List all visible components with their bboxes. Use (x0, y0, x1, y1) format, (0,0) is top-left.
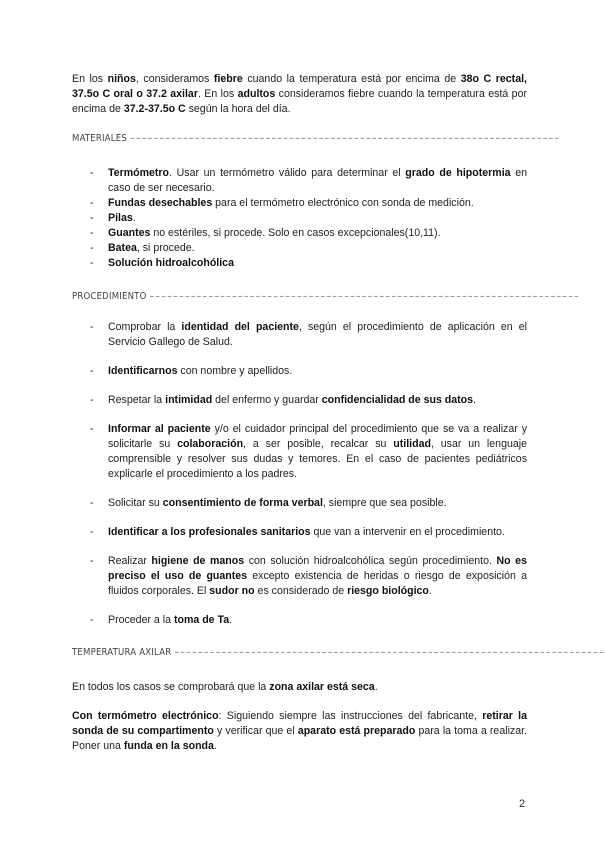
item-text: Realizar (108, 555, 152, 567)
item-bold: intimidad (165, 394, 213, 406)
intro-text-2: , consideramos (135, 73, 214, 85)
item-bold: zona axilar está seca (269, 681, 375, 693)
list-item (72, 256, 527, 271)
item-text: . (229, 614, 233, 626)
item-bold: Informar al paciente (108, 423, 211, 435)
item-text: , a ser posible, recalcar su (243, 438, 394, 450)
list-item (72, 241, 527, 256)
item-text: , siempre que sea posible. (322, 497, 447, 509)
item-bold: Identificarnos (108, 365, 178, 377)
item-bold: No es preciso el uso de guantes (108, 555, 527, 582)
procedimiento-heading-title: PROCEDIMIENTO (72, 291, 147, 302)
item-bold: Solución hidroalcohólica (108, 257, 234, 269)
item-text: . Usar un termómetro válido para determinar el (169, 167, 406, 179)
item-text: : Siguiendo siempre las instrucciones del fabricante, (218, 710, 483, 722)
heading-rule: ––––––––––––––––––––––––––––––––––––––––––––––––––––––––––––––––––––––––– (149, 291, 581, 302)
intro-text-8: consideramos fiebre cuando la temperatura está por encima de (72, 88, 527, 115)
item-text: . (132, 212, 136, 224)
intro-bold-temps-adults: 37.2-37.5o C (123, 103, 186, 115)
item-bold: Con termómetro electrónico (72, 710, 219, 722)
item-text: Solicitar su (108, 497, 163, 509)
item-bold: toma de Ta (173, 614, 230, 626)
item-text: , según el procedimiento de aplicación en el Servicio Gallego de Salud. (108, 321, 528, 348)
materiales-heading (72, 131, 561, 147)
list-item (72, 496, 527, 511)
item-text: y verificar que el (213, 725, 298, 737)
item-bold: confidencialidad de sus datos (321, 394, 474, 406)
item-text: En todos los casos se comprobará que la (72, 681, 270, 693)
item-bold: aparato está preparado (297, 725, 416, 737)
item-bold: Fundas desechables (108, 197, 213, 209)
temperatura-paragraph-2 (72, 709, 527, 754)
procedimiento-item-1 (72, 320, 527, 350)
intro-bold-temps-children: 38o C rectal, 37.5o C oral o 37.2 axilar (72, 73, 527, 100)
procedimiento-item-2 (72, 364, 527, 379)
temperatura-paragraph-1 (72, 680, 527, 695)
item-bold: colaboración (177, 438, 244, 450)
item-text: . (374, 681, 378, 693)
item-text: con nombre y apellidos. (177, 365, 293, 377)
item-text: para el termómetro electrónico con sonda de medición. (212, 197, 474, 209)
list-item (72, 364, 527, 379)
item-text: , si procede. (136, 242, 195, 254)
materiales-list (72, 166, 527, 271)
list-item (72, 554, 527, 599)
item-text: que van a intervenir en el procedimiento. (310, 526, 505, 538)
item-text: con solución hidroalcohólica según procedimiento. (244, 555, 497, 567)
procedimiento-item-5 (72, 496, 527, 511)
list-item (72, 422, 527, 482)
list-item (72, 211, 527, 226)
list-item (72, 320, 527, 350)
intro-text-6: . En los (197, 88, 238, 100)
intro-bold-adultos: adultos (237, 88, 276, 100)
item-bold: Pilas (108, 212, 133, 224)
item-bold: Guantes (108, 227, 151, 239)
procedimiento-heading (72, 289, 581, 305)
item-text: Comprobar la (108, 321, 182, 333)
item-bold: higiene de manos (151, 555, 245, 567)
intro-text-0: En los (72, 73, 108, 85)
item-text: del enfermo y guardar (212, 394, 322, 406)
temperatura-heading-title: TEMPERATURA AXILAR (72, 647, 172, 658)
list-item (72, 226, 527, 241)
intro-text-10: según la hora del día. (185, 103, 291, 115)
temperatura-heading (72, 645, 605, 661)
list-item (72, 525, 527, 540)
list-item (72, 393, 527, 408)
heading-rule: ––––––––––––––––––––––––––––––––––––––––––––––––––––––––––––––––––––––––– (130, 133, 561, 144)
list-item (72, 196, 527, 211)
page-number: 2 (519, 798, 526, 810)
item-text: en caso de ser necesario. (108, 167, 528, 194)
item-text: Respetar la (108, 394, 166, 406)
item-text: excepto existencia de heridas o riesgo de exposición a fluidos corporales. El (108, 570, 527, 597)
item-text: y/o el cuidador principal del procedimiento que se va a realizar y solicitarle su (108, 423, 527, 450)
list-item (72, 613, 527, 628)
item-text: , usar un lenguaje comprensible y resolver sus dudas y temores. En el caso de pacientes pediátricos explicarle el procedimiento a los padres. (108, 438, 527, 480)
procedimiento-item-6 (72, 525, 527, 540)
item-text: no estériles, si procede. Solo en casos excepcionales(10,11). (150, 227, 441, 239)
materiales-heading-title: MATERIALES (72, 133, 127, 144)
item-text: es considerado de (254, 585, 348, 597)
item-bold: Termómetro (108, 167, 170, 179)
intro-paragraph (72, 72, 527, 117)
item-bold: identidad del paciente (181, 321, 299, 333)
item-bold: grado de hipotermia (405, 167, 511, 179)
procedimiento-item-3 (72, 393, 527, 408)
item-text: . (428, 585, 432, 597)
item-bold: Batea (108, 242, 137, 254)
procedimiento-item-4 (72, 422, 527, 482)
heading-rule: ––––––––––––––––––––––––––––––––––––––––––––––––––––––––––––––––––––––––– (174, 647, 605, 658)
item-bold: consentimiento de forma verbal (162, 497, 323, 509)
procedimiento-item-8 (72, 613, 527, 628)
intro-text-4: cuando la temperatura está por encima de (242, 73, 461, 85)
item-text: . (473, 394, 476, 406)
item-bold: utilidad (393, 438, 431, 450)
item-bold: retirar la sonda de su compartimento (72, 710, 527, 737)
item-text: para la toma a realizar. Poner una (72, 725, 527, 752)
item-bold: Identificar a los profesionales sanitarios (108, 526, 311, 538)
item-text: . (213, 740, 217, 752)
intro-bold-fiebre: fiebre (213, 73, 243, 85)
procedimiento-item-7 (72, 554, 527, 599)
intro-bold-ninos: niños (107, 73, 136, 85)
item-bold: funda en la sonda (123, 740, 214, 752)
item-bold: sudor no (209, 585, 255, 597)
item-text: Proceder a la (108, 614, 174, 626)
list-item (72, 166, 527, 196)
item-bold: riesgo biológico (347, 585, 429, 597)
